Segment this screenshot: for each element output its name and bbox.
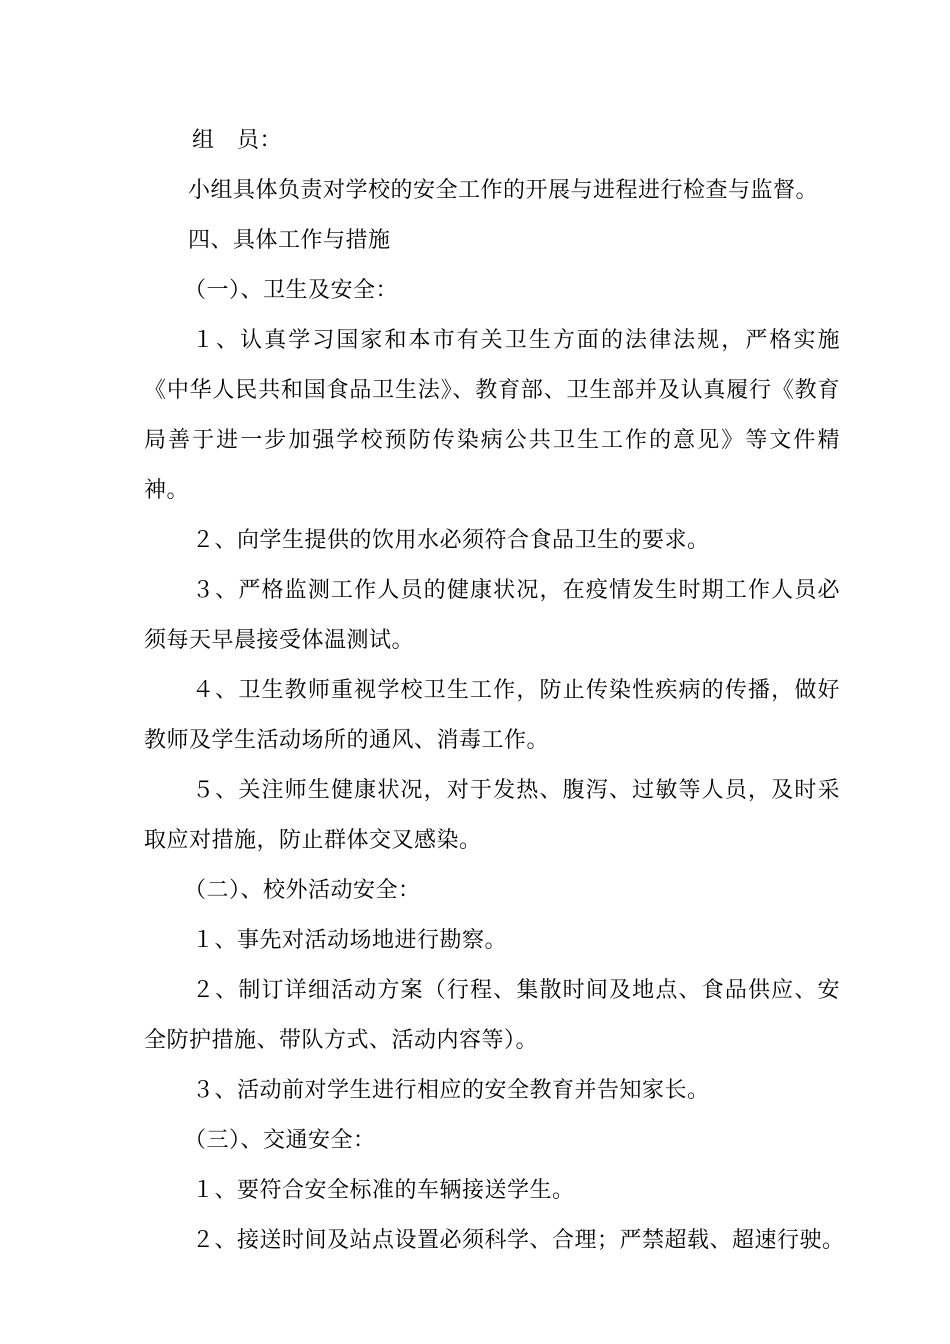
paragraph-group-duty: 小组具体负责对学校的安全工作的开展与进程进行检查与监督。	[188, 178, 819, 203]
item-3-2: ２、接送时间及站点设置必须科学、合理；严禁超载、超速行驶。	[192, 1228, 845, 1253]
subsection-heading-1: （一）、卫生及安全：	[184, 278, 399, 303]
section-heading-4: 四、具体工作与措施	[188, 228, 391, 253]
group-members-label: 组 员：	[192, 128, 283, 153]
item-1-3: ３、严格监测工作人员的健康状况，在疫情发生时期工作人员必须每天早晨接受体温测试。	[144, 578, 840, 653]
item-1-1: １、认真学习国家和本市有关卫生方面的法律法规，严格实施《中华人民共和国食品卫生法》、教育部、卫生部并及认真履行《教育局善于进一步加强学校预防传染病公共卫生工作的意见》等文件精神。	[144, 328, 840, 503]
item-2-1: １、事先对活动场地进行勘察。	[192, 928, 508, 953]
item-1-4: ４、卫生教师重视学校卫生工作，防止传染性疾病的传播，做好教师及学生活动场所的通风、消毒工作。	[144, 678, 840, 753]
item-2-2: ２、制订详细活动方案（行程、集散时间及地点、食品供应、安全防护措施、带队方式、活动内容等）。	[144, 978, 840, 1053]
document-body	[144, 116, 845, 1266]
item-2-3: ３、活动前对学生进行相应的安全教育并告知家长。	[192, 1078, 710, 1103]
item-1-2: ２、向学生提供的饮用水必须符合食品卫生的要求。	[192, 528, 710, 553]
item-3-1: １、要符合安全标准的车辆接送学生。	[192, 1178, 575, 1203]
subsection-heading-2: （二）、校外活动安全：	[184, 878, 421, 903]
item-1-5: ５、关注师生健康状况，对于发热、腹泻、过敏等人员，及时采取应对措施，防止群体交叉感染。	[144, 778, 840, 853]
subsection-heading-3: （三）、交通安全：	[184, 1128, 376, 1153]
